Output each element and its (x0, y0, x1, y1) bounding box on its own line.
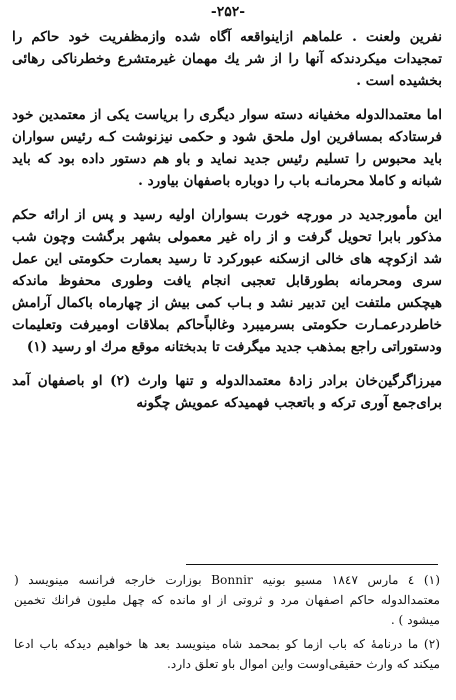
paragraph-3: این مأمورجدید در مورچه خورت بسواران اولیه رسید و پس از ارائه حکم مذکور بابرا تحویل گرفت و از راه غیر معمولی بشهر برگشت وچون شب شد ازکوچه های خالی ازسکنه عبورکرد تا رسید بعمارت حکومتی این عمل سری ومحرمانه بطورقابل تعجبی انجام یافت وطوری محفوظ ماندکه هیچکس ملتفت این تدبیر نشد و بـاب کمی بیش از چهارماه باکمال آرامش خاطردرعمـارت حکومتی بسرمیبرد وغالباًحاکم بملاقات اومیرفت وتعلیمات ودستوراتی راجع بمذهب جدید میگرفت تا بدبختانه موقع مرك او رسید (۱) (12, 207, 442, 355)
footnotes (14, 570, 440, 678)
footnote-1: (۱) ٤ مارس ۱۸٤٧ مسیو بونیه Bonnir بوزارت خارجه فرانسه مینویسد ( معتمدالدوله حاکم اصفهان مرد و ثروتی از او مانده که چهل ملیون فرانك تخمین میشود ) . (14, 573, 440, 627)
footnote-divider (186, 564, 438, 565)
footnote-2: (۲) ما درنامهٔ که باب ازما کو بمحمد شاه مینویسد بعد ها خواهیم دیدکه باب ادعا میکند که وارث حقیقی‌اوست واین اموال باو تعلق دارد. (14, 637, 440, 671)
paragraph-4: میرزاگرگین‌خان برادر زادهٔ معتمدالدوله و تنها وارث (۲) او باصفهان آمد برای‌جمع آوری ترکه و باتعجب فهمیدکه عمویش چگونه (12, 373, 443, 411)
body-text (12, 26, 442, 414)
page-number: -۲۵۲- (210, 4, 246, 20)
paragraph-2: اما معتمدالدوله مخفیانه دسته سوار دیگری را بریاست یکی از معتمدین خود فرستادکه بمسافرین اول ملحق شود و حکمی نیزنوشت کـه رئیس سواران باید محبوس را تسلیم رئیس جدید نماید و باو هم دستور داده بود که باید شبانه و کاملا محرمانـه باب را دوباره باصفهان بیاورد . (12, 107, 442, 189)
paragraph-1: نفرین ولعنت . علماهم ازاینواقعه آگاه شده وازمظفریت خود حاکم را تمجیدات میکردندکه آنها را از شر یك مهمان غیرمتشرع وخطرناکی رهائی بخشیده است . (12, 29, 442, 89)
